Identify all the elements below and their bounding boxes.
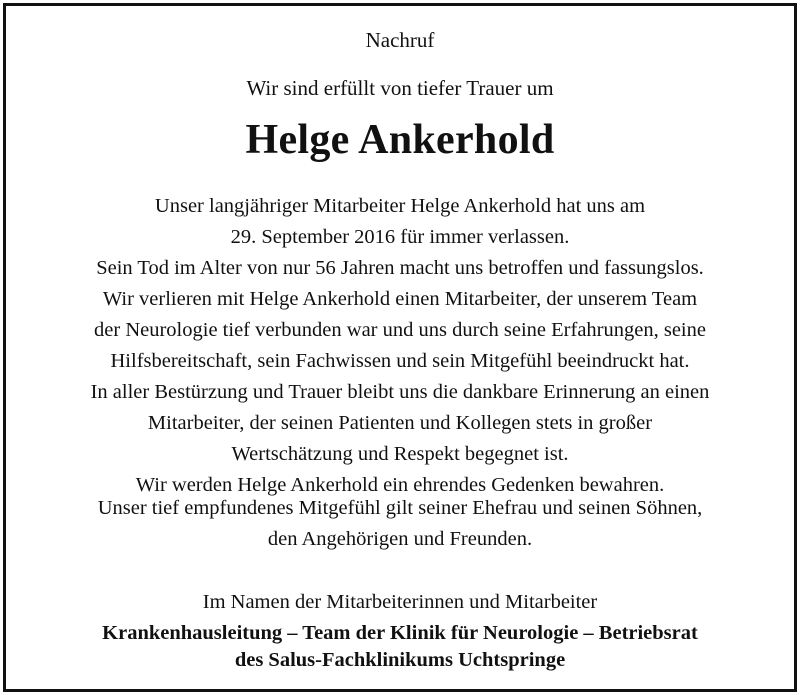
body-line: Wertschätzung und Respekt begegnet ist. bbox=[231, 443, 569, 465]
condolence-line: den Angehörigen und Freunden. bbox=[267, 528, 533, 550]
notice-label: Nachruf bbox=[365, 28, 435, 52]
body-line: Mitarbeiter, der seinen Patienten und Kollegen stets in großer bbox=[147, 412, 653, 434]
body-line: Wir werden Helge Ankerhold ein ehrendes Gedenken bewahren. bbox=[135, 474, 665, 496]
deceased-name: Helge Ankerhold bbox=[245, 117, 555, 163]
body-line: Wir verlieren mit Helge Ankerhold einen Mitarbeiter, der unserem Team bbox=[102, 288, 698, 310]
condolence-paragraph bbox=[6, 493, 794, 555]
obituary-frame bbox=[3, 3, 797, 692]
body-paragraph bbox=[6, 191, 794, 501]
intro-line: Wir sind erfüllt von tiefer Trauer um bbox=[246, 76, 554, 100]
signature-org-line-2: des Salus-Fachklinikums Uchtspringe bbox=[234, 649, 566, 671]
signature-on-behalf: Im Namen der Mitarbeiterinnen und Mitarbeiter bbox=[202, 591, 598, 613]
body-line: Hilfsbereitschaft, sein Fachwissen und sein Mitgefühl beeindruckt hat. bbox=[110, 350, 690, 372]
body-line: der Neurologie tief verbunden war und uns durch seine Erfahrungen, seine bbox=[94, 319, 706, 341]
body-line: 29. September 2016 für immer verlassen. bbox=[230, 226, 570, 248]
condolence-line: Unser tief empfundenes Mitgefühl gilt seiner Ehefrau und seinen Söhnen, bbox=[97, 497, 703, 519]
body-line: Sein Tod im Alter von nur 56 Jahren macht uns betroffen und fassungslos. bbox=[96, 257, 704, 279]
body-line: Unser langjähriger Mitarbeiter Helge Ankerhold hat uns am bbox=[154, 195, 646, 217]
signature-org-line-1: Krankenhausleitung – Team der Klinik für Neurologie – Betriebsrat bbox=[102, 622, 698, 644]
body-line: In aller Bestürzung und Trauer bleibt uns die dankbare Erinnerung an einen bbox=[90, 381, 710, 403]
